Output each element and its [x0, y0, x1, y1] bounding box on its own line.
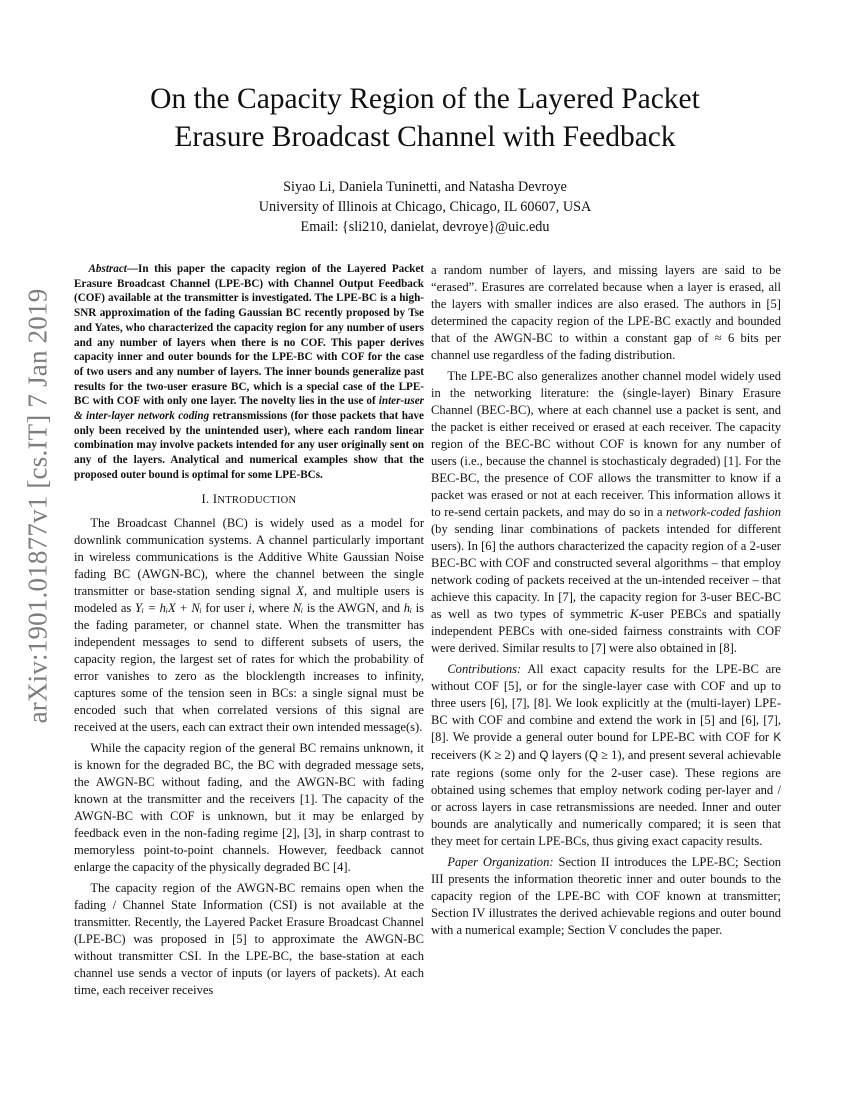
intro-paragraph-1	[74, 515, 424, 736]
math-hi: hᵢ	[403, 600, 412, 615]
section-title-rest: NTRODUCTION	[217, 494, 297, 506]
text-run: receivers (	[431, 748, 484, 762]
author-affiliation: University of Illinois at Chicago, Chicago, IL 60607, USA	[258, 199, 592, 215]
text-run: ≥ 1), and present several achievable rate regions (some only for the 2-user case). These regions are obtained using schemes that employ network coding per-layer and / or across layers in case retransmissions are needed. Inner and outer bounds are analytically and numerically compared; it is seen that they meet for certain LPE-BCs, thus giving exact capacity results.	[431, 748, 781, 848]
abstract-emphasis: inter-user & inter-layer network coding	[74, 395, 424, 423]
emphasis-network-coded: network-coded fashion	[666, 505, 781, 519]
text-run: , and multiple users is modeled as	[74, 583, 425, 615]
contributions-paragraph	[431, 661, 781, 850]
text-run: is the AWGN, and	[303, 600, 404, 615]
math-K: K	[630, 607, 639, 621]
paper-organization-paragraph	[431, 854, 781, 939]
author-email: Email: {sli210, danielat, devroye}@uic.edu	[300, 219, 550, 235]
paper-title	[60, 80, 790, 156]
text-run: The Broadcast Channel (BC) is widely used as a model for downlink communication systems. A channel particularly important in wireless communications is the Additive White Gaussian Noise fading BC (AWGN-BC), where the channel between the single transmitter or base-station sending signal	[74, 515, 424, 598]
math-channel-model: Yᵢ = hᵢX + Nᵢ	[134, 600, 202, 615]
intro-paragraph-3: The capacity region of the AWGN-BC remains open when the fading / Channel State Information (CSI) is not available at the transmitter. Recently, the Layered Packet Erasure Broadcast Channel (LPE-BC) was proposed in [5] to approximate the AWGN-BC without transmitter CSI. In the LPE-BC, the base-station at each channel use sends a vector of inputs (or layers of packets). At each time, each receiver receives	[74, 880, 424, 997]
intro-paragraph-2: While the capacity region of the general BC remains unknown, it is known for the degraded BC, the BC with degraded message sets, the AWGN-BC without fading, and the AWGN-BC with fading known at the transmitter and the receivers [1]. The capacity of the AWGN-BC with COF is unknown, but it may be enlarged by feedback even in the non-fading regime [2], [3], in sharp contrast to memoryless point-to-point channels. However, feedback cannot enlarge the capacity of the physically degraded BC [4].	[74, 740, 424, 874]
text-run: for user	[201, 600, 249, 615]
author-block	[60, 177, 790, 237]
math-K: K	[773, 732, 781, 744]
intro-paragraph-4	[431, 368, 781, 657]
text-run: All exact capacity results for the LPE-BC are without COF [5], or for the single-layer case with COF and up to three users [6], [7], [8]. We look explicitly at the (multi-layer) LPE-BC with COF and combine and extend the work in [5] and [6], [7], [8]. We provide a general outer bound for LPE-BC with COF for	[431, 662, 781, 744]
text-run: is the fading parameter, or channel state. When the transmitter has independent messages to send to different subsets of users, the capacity region, the largest set of rates for which the probability of error vanishes to zero as the blocklength increases to infinity, captures some of the tension seen in BCs: a single signal must be encoded such that when correlated versions of this signal are received at the users, each can extract their own intended message(s).	[74, 600, 424, 734]
left-column	[74, 262, 424, 999]
math-Q: Q	[588, 750, 598, 762]
text-run: , where	[251, 600, 293, 615]
text-run: Section II introduces the LPE-BC; Section III presents the information theoretic inner and outer bounds to the capacity region of the LPE-BC with COF known at transmitter; Section IV illustrates the derived achievable regions and outer bound with a numerical example; Section V concludes the paper.	[431, 855, 782, 937]
abstract-lead: Abstract	[88, 263, 127, 275]
text-run: The LPE-BC also generalizes another channel model widely used in the networking literature: the (single-layer) Binary Erasure Channel (BEC-BC), where at each channel use a packet is sent, and the packet is either received or erased at each receiver. The capacity region of the BEC-BC without COF is known for any number of users (i.e., because the channel is stochasticaly degraded) [1]. For the BEC-BC, the presence of COF allows the transmitter to know if a packet was erased or not at each receiver. This information allows it to re-send certain packets, and may do so in a	[431, 369, 781, 519]
section-heading-introduction	[74, 491, 424, 509]
text-run: ≥ 2) and	[491, 748, 540, 762]
arxiv-identifier[interactable]: arXiv:1901.01877v1 [cs.IT] 7 Jan 2019	[22, 288, 53, 724]
title-line-1: On the Capacity Region of the Layered Packet	[150, 83, 700, 115]
math-X: X	[296, 583, 304, 598]
text-run: layers (	[548, 748, 589, 762]
math-Ni: Nᵢ	[292, 600, 304, 615]
paper-organization-lead: Paper Organization:	[447, 855, 554, 869]
math-Q: Q	[539, 750, 549, 762]
abstract-text-a: —In this paper the capacity region of the Layered Packet Erasure Broadcast Channel (LPE-BC) with Channel Output Feedback (COF) available at the transmitter is investigated. The LPE-BC is a high-SNR approximation of the fading Gaussian BC recently proposed by Tse and Yates, who characterized the capacity region for any number of users and any number of layers when there is no COF. This paper derives capacity inner and outer bounds for the LPE-BC with COF for the case of two users and any number of layers. The inner bounds generalize past results for the two-user erasure BC, which is a special case of the LPE-BC with COF with only one layer. The novelty lies in the use of	[74, 263, 424, 408]
title-line-2: Erasure Broadcast Channel with Feedback	[174, 121, 676, 153]
abstract-text-b: retransmissions (for those packets that have only been received by the unintended user), where each random linear combination may involve packets intended for any user originally sent on any of the layers. Analytical and numerical examples show that the proposed outer bound is optimal for some LPE-BCs.	[74, 410, 424, 481]
section-numeral: I. I	[201, 491, 218, 506]
math-K: K	[483, 750, 492, 762]
text-run: (by sending linar combinations of packets intended for different users). In [6] the authors characterized the capacity region of a 2-user BEC-BC with COF and constructed several algorithms – that employ network coding of packets received at the un-intended receiver – that achieve this capacity. In [7], the capacity region for 3-user BEC-BC as well as two types of symmetric	[431, 522, 781, 621]
text-run: -user PEBCs and spatially independent PEBCs with one-sided fairness constraints with COF were derived. Similar results to [7] were also obtained in [8].	[431, 607, 781, 655]
contributions-lead: Contributions:	[447, 662, 522, 676]
author-names: Siyao Li, Daniela Tuninetti, and Natasha Devroye	[283, 179, 567, 195]
math-i: i	[248, 600, 252, 615]
right-column	[431, 262, 781, 939]
intro-paragraph-3-cont: a random number of layers, and missing layers are said to be “erased”. Erasures are correlated because when a layer is erased, all the layers with smaller indices are also erased. The authors in [5] determined the capacity region of the LPE-BC exactly and bounded that of the AWGN-BC to within a constant gap of ≈ 6 bits per channel use regardless of the fading distribution.	[431, 263, 781, 362]
abstract	[74, 262, 424, 483]
